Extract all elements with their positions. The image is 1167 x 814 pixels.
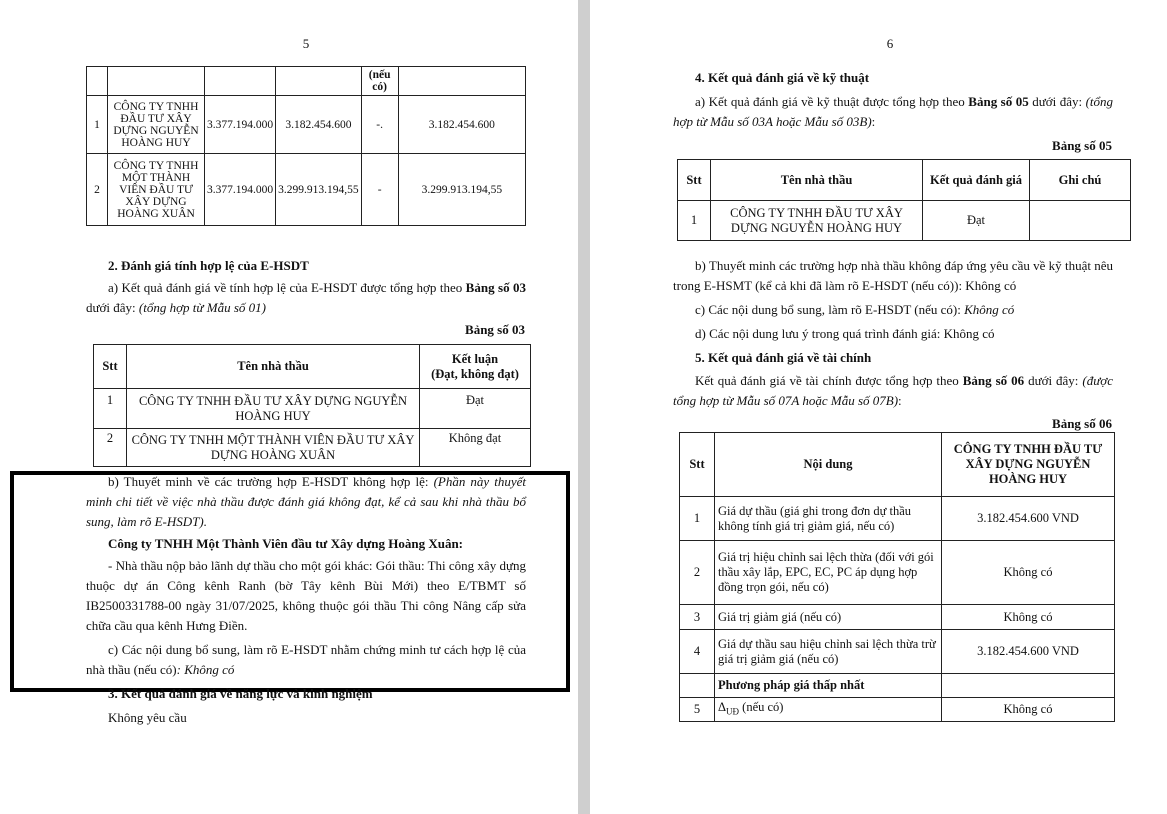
section-4b-paragraph: b) Thuyết minh các trường hợp nhà thầu không đáp ứng yêu cầu về kỹ thuật nêu trong E-HSMT (kể cả khi đã làm rõ E-HSDT (nếu có)): Không có (673, 258, 1113, 293)
table-05-caption: Bảng số 05 (1052, 138, 1112, 153)
section-4a-paragraph: a) Kết quả đánh giá về kỹ thuật được tổng hợp theo Bảng số 05 dưới đây: (tổng hợp từ Mẫu số 03A hoặc Mẫu số 03B): (673, 94, 1114, 129)
table-row: Phương pháp giá thấp nhất (680, 674, 1115, 698)
table-03: Stt Tên nhà thầu Kết luận (Đạt, không đạt) 1 CÔNG TY TNHH ĐẦU TƯ XÂY DỰNG NGUYỄN HOÀNG HUY Đạt 2 CÔNG TY TNHH MỘT THÀNH VIÊN ĐẦU TƯ XÂY DỰNG HOÀNG XUÂN Không đạt (93, 344, 531, 467)
section-3-text: Không yêu cầu (108, 710, 187, 725)
highlight-box (10, 471, 570, 692)
table-row: 3 Giá trị giảm giá (nếu có) Không có (680, 605, 1115, 630)
table-row: 1 Giá dự thầu (giá ghi trong đơn dự thầu không tính giá trị giảm giá, nếu có) 3.182.454.600 VND (680, 497, 1115, 541)
section-5-paragraph: Kết quả đánh giá về tài chính được tổng hợp theo Bảng số 06 dưới đây: (được tổng hợp từ Mẫu số 07A hoặc Mẫu số 07B): (673, 373, 1114, 408)
page-number: 5 (302, 36, 310, 51)
section-4d-paragraph: d) Các nội dung lưu ý trong quá trình đánh giá: Không có (695, 326, 995, 341)
page-number: 6 (886, 36, 894, 51)
header-note: (nếu có) (361, 67, 398, 96)
company-paragraph: - Nhà thầu nộp bảo lãnh dự thầu cho một gói khác: Gói thầu: Thi công xây dựng thuộc dự án Công kênh Ranh (bờ Tây kênh Bùi Mới) theo E/TBMT số IB2500331788-00 ngày 31/07/2025, không thuộc gói thầu Thi công Nâng cấp sửa chữa cầu qua kênh Hưng Điền. (86, 558, 526, 633)
table-row: 2 Giá trị hiệu chỉnh sai lệch thừa (đối với gói thầu xây lắp, EPC, EC, PC áp dụng hợp đồng trọn gói, nếu có) Không có (680, 541, 1115, 605)
section-5-heading: 5. Kết quả đánh giá về tài chính (695, 350, 872, 365)
table-row: 1 CÔNG TY TNHH ĐẦU TƯ XÂY DỰNG NGUYỄN HOÀNG HUY Đạt (678, 201, 1131, 241)
table-06: Stt Nội dung CÔNG TY TNHH ĐẦU TƯ XÂY DỰNG NGUYỄN HOÀNG HUY 1 Giá dự thầu (giá ghi trong đơn dự thầu không tính giá trị giảm giá, nếu có) 3.182.454.600 VND 2 Giá trị hiệu chỉnh sai lệch thừa (đối với gói thầu xây lắp, EPC, EC, PC áp dụng hợp đồng trọn gói, nếu có) Không có 3 Giá trị giảm giá (nếu có) Không có 4 Giá dự thầu sau hiệu chỉnh sai lệch thừa trừ giá trị giảm giá (nếu có) 3.182.454.600 VND Phương pháp giá thấp nhất 5 $\Delta_{UĐ}$ (nếu có) Không có (679, 432, 1115, 722)
table-row: 1 CÔNG TY TNHH ĐẦU TƯ XÂY DỰNG NGUYỄN HOÀNG HUY 3.377.194.000 3.182.454.600 -. 3.182.454.600 (87, 96, 526, 154)
table-03-caption: Bảng số 03 (465, 322, 525, 337)
table-row: 2 CÔNG TY TNHH MỘT THÀNH VIÊN ĐẦU TƯ XÂY DỰNG HOÀNG XUÂN Không đạt (94, 429, 531, 467)
bid-price-table (86, 66, 526, 226)
section-2-heading: 2. Đánh giá tính hợp lệ của E-HSDT (108, 258, 309, 273)
section-4-heading: 4. Kết quả đánh giá về kỹ thuật (695, 70, 870, 85)
table-row: 4 Giá dự thầu sau hiệu chỉnh sai lệch thừa trừ giá trị giảm giá (nếu có) 3.182.454.600 VND (680, 630, 1115, 674)
section-2a-paragraph: a) Kết quả đánh giá về tính hợp lệ của E-HSDT được tổng hợp theo Bảng số 03 dưới đây: (tổng hợp từ Mẫu số 01) (86, 280, 527, 315)
table-row: 1 CÔNG TY TNHH ĐẦU TƯ XÂY DỰNG NGUYỄN HOÀNG HUY Đạt (94, 389, 531, 429)
document-page-right (590, 0, 1167, 814)
table-06-caption: Bảng số 06 (1052, 416, 1112, 431)
table-05: Stt Tên nhà thầu Kết quả đánh giá Ghi chú 1 CÔNG TY TNHH ĐẦU TƯ XÂY DỰNG NGUYỄN HOÀNG HUY Đạt (677, 159, 1131, 241)
section-2c-paragraph: c) Các nội dung bổ sung, làm rõ E-HSDT nhằm chứng minh tư cách hợp lệ của nhà thầu (nếu có): Không có (86, 642, 526, 677)
table-row: 5 $\Delta_{UĐ}$ (nếu có) Không có (680, 698, 1115, 722)
section-2b-paragraph: b) Thuyết minh về các trường hợp E-HSDT không hợp lệ: (Phần này thuyết minh chi tiết về việc nhà thầu được đánh giá không đạt, kể cả sau khi nhà thầu bổ sung, làm rõ E-HSDT). (86, 474, 527, 529)
document-page-left (0, 0, 578, 814)
section-3-heading: 3. Kết quả đánh giá về năng lực và kinh nghiệm (108, 686, 373, 701)
company-heading: Công ty TNHH Một Thành Viên đầu tư Xây dựng Hoàng Xuân: (108, 536, 464, 551)
table-row: 2 CÔNG TY TNHH MỘT THÀNH VIÊN ĐẦU TƯ XÂY DỰNG HOÀNG XUÂN 3.377.194.000 3.299.913.194,55 - 3.299.913.194,55 (87, 154, 526, 226)
section-4c-paragraph: c) Các nội dung bổ sung, làm rõ E-HSDT (nếu có): Không có (695, 302, 1015, 317)
